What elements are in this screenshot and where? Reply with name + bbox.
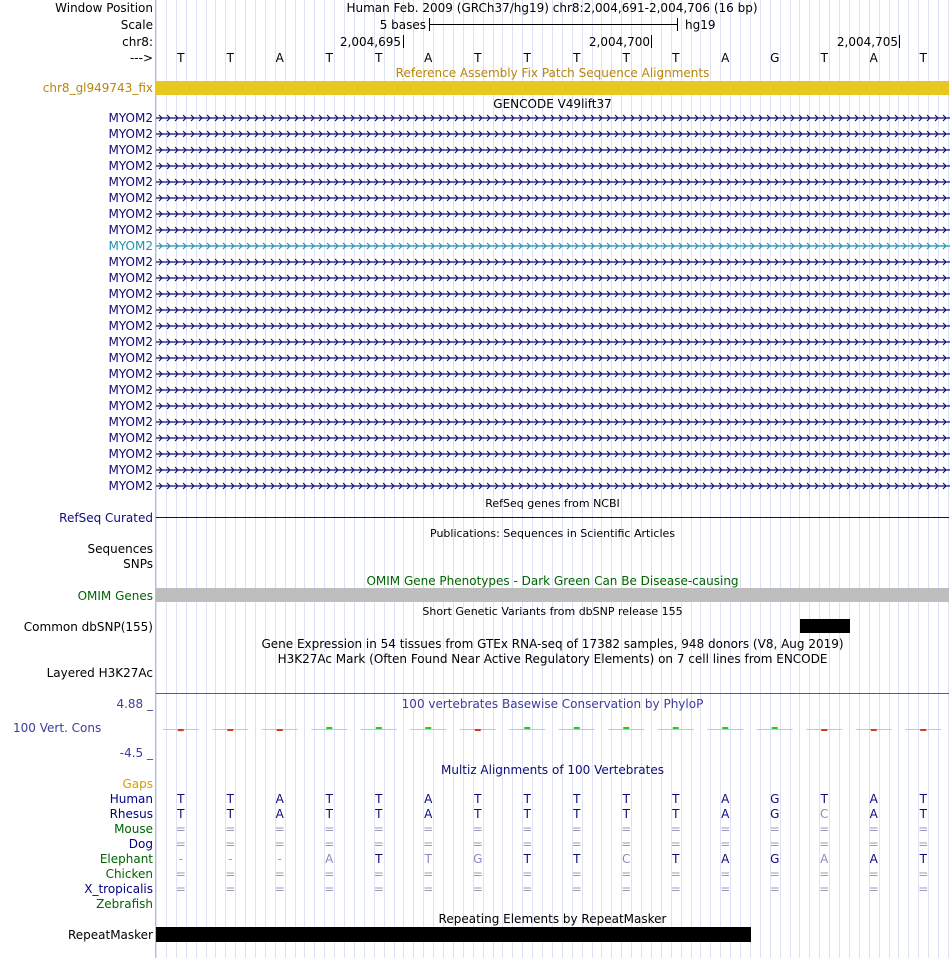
sequence-base: T: [523, 51, 531, 65]
multiz-base: =: [175, 837, 186, 851]
sequence-base: T: [177, 51, 185, 65]
multiz-base: =: [324, 837, 335, 851]
multiz-base: =: [571, 822, 582, 836]
multiz-base: =: [720, 837, 731, 851]
multiz-base: =: [769, 837, 780, 851]
gencode-transcript-label[interactable]: MYOM2: [108, 479, 153, 493]
multiz-base: =: [423, 867, 434, 881]
multiz-base: =: [621, 867, 632, 881]
multiz-base: A: [325, 852, 334, 866]
multiz-base: =: [225, 837, 236, 851]
multiz-base: =: [373, 837, 384, 851]
sequence-base: T: [820, 51, 828, 65]
scale-label: Scale: [120, 18, 153, 32]
multiz-base: T: [424, 852, 432, 866]
phylop-mark: [920, 729, 926, 731]
multiz-base: =: [423, 837, 434, 851]
sequence-base: T: [622, 51, 630, 65]
conservation-max-label: 4.88 _: [116, 697, 153, 711]
gencode-transcript-label[interactable]: MYOM2: [108, 127, 153, 141]
multiz-base: T: [523, 792, 531, 806]
multiz-base: =: [324, 867, 335, 881]
repeatmasker-title: Repeating Elements by RepeatMasker: [438, 912, 667, 926]
phylop-mark: [326, 727, 332, 729]
multiz-base: =: [571, 867, 582, 881]
gencode-transcript-label[interactable]: MYOM2: [108, 143, 153, 157]
gencode-transcript-label[interactable]: MYOM2: [108, 191, 153, 205]
multiz-base: =: [373, 882, 384, 896]
position-2004695: 2,004,695: [339, 35, 401, 49]
phylop-mark: [871, 729, 877, 731]
multiz-base: =: [918, 867, 929, 881]
gencode-transcript-label[interactable]: MYOM2: [108, 223, 153, 237]
multiz-base: T: [622, 792, 630, 806]
multiz-base: T: [919, 852, 927, 866]
multiz-base: =: [225, 882, 236, 896]
multiz-base: =: [868, 867, 879, 881]
dbsnp-label[interactable]: Common dbSNP(155): [23, 620, 153, 634]
multiz-base: T: [573, 792, 581, 806]
multiz-base: T: [672, 792, 680, 806]
multiz-base: =: [769, 882, 780, 896]
multiz-base: =: [571, 882, 582, 896]
multiz-base: =: [720, 882, 731, 896]
multiz-base: A: [275, 807, 284, 821]
phylop-mark: [772, 727, 778, 729]
multiz-base: =: [175, 882, 186, 896]
phylop-mark: [425, 727, 431, 729]
multiz-base: =: [423, 882, 434, 896]
gencode-transcript-label[interactable]: MYOM2: [108, 303, 153, 317]
multiz-base: T: [474, 807, 482, 821]
multiz-base: =: [868, 882, 879, 896]
multiz-base: =: [670, 867, 681, 881]
publications-sequences-label[interactable]: Sequences: [87, 542, 153, 556]
gencode-transcript-label[interactable]: MYOM2: [108, 159, 153, 173]
h3k27ac-label[interactable]: Layered H3K27Ac: [46, 666, 153, 680]
multiz-base: =: [819, 882, 830, 896]
sequence-base: T: [573, 51, 581, 65]
multiz-base: -: [228, 852, 233, 866]
sequence-base: A: [424, 51, 433, 65]
multiz-base: =: [225, 822, 236, 836]
sequence-base: A: [721, 51, 730, 65]
multiz-base: T: [474, 792, 482, 806]
multiz-base: -: [277, 852, 282, 866]
scale-bar-text: 5 bases: [379, 18, 426, 32]
multiz-base: T: [177, 807, 185, 821]
phylop-mark: [475, 729, 481, 731]
phylop-mark: [277, 729, 283, 731]
multiz-base: =: [621, 837, 632, 851]
phylop-mark: [524, 727, 530, 729]
gencode-transcript-label[interactable]: MYOM2: [108, 287, 153, 301]
multiz-base: =: [720, 867, 731, 881]
multiz-species-label[interactable]: Mouse: [114, 822, 153, 836]
position-2004700: 2,004,700: [588, 35, 650, 49]
multiz-base: T: [523, 807, 531, 821]
gencode-transcript-label[interactable]: MYOM2: [108, 175, 153, 189]
gencode-transcript-label[interactable]: MYOM2: [108, 351, 153, 365]
assembly-short: hg19: [685, 18, 716, 32]
multiz-base: G: [770, 792, 780, 806]
multiz-base: =: [274, 822, 285, 836]
multiz-base: T: [375, 792, 383, 806]
gencode-transcript-label[interactable]: MYOM2: [108, 383, 153, 397]
gencode-title: GENCODE V49lift37: [493, 97, 612, 111]
multiz-base: =: [918, 882, 929, 896]
multiz-base: =: [670, 882, 681, 896]
multiz-base: A: [869, 807, 878, 821]
h3k27ac-title: H3K27Ac Mark (Often Found Near Active Regulatory Elements) on 7 cell lines from ENCODE: [277, 652, 828, 666]
sequence-base: A: [869, 51, 878, 65]
multiz-base: G: [770, 807, 780, 821]
multiz-base: =: [918, 837, 929, 851]
multiz-base: =: [175, 867, 186, 881]
sequence-base: T: [226, 51, 234, 65]
gencode-transcript-label[interactable]: MYOM2: [108, 271, 153, 285]
gencode-transcript-label[interactable]: MYOM2: [108, 111, 153, 125]
gencode-transcript-label[interactable]: MYOM2: [108, 367, 153, 381]
sequence-base: G: [770, 51, 780, 65]
multiz-base: T: [523, 852, 531, 866]
repeatmasker-bar[interactable]: [156, 927, 751, 942]
fix-patch-title: Reference Assembly Fix Patch Sequence Alignments: [395, 66, 710, 80]
sequence-base: A: [275, 51, 284, 65]
phylop-mark: [673, 727, 679, 729]
multiz-base: A: [869, 792, 878, 806]
multiz-base: T: [226, 792, 234, 806]
multiz-base: =: [769, 867, 780, 881]
gencode-transcript-label[interactable]: MYOM2: [108, 239, 153, 253]
multiz-base: -: [178, 852, 183, 866]
conservation-title: 100 vertebrates Basewise Conservation by PhyloP: [401, 697, 704, 711]
publications-snps-label[interactable]: SNPs: [123, 557, 153, 571]
multiz-base: =: [274, 837, 285, 851]
multiz-base: G: [473, 852, 483, 866]
multiz-base: =: [670, 837, 681, 851]
multiz-base: T: [177, 792, 185, 806]
multiz-base: =: [423, 822, 434, 836]
sequence-base: T: [474, 51, 482, 65]
multiz-species-label[interactable]: Human: [109, 792, 153, 806]
window-position-label: Window Position: [55, 1, 153, 15]
multiz-base: =: [274, 867, 285, 881]
multiz-base: A: [275, 792, 284, 806]
sequence-base: T: [325, 51, 333, 65]
gencode-transcript-label[interactable]: MYOM2: [108, 255, 153, 269]
multiz-base: T: [226, 807, 234, 821]
multiz-base: =: [868, 837, 879, 851]
multiz-base: T: [325, 807, 333, 821]
multiz-species-label[interactable]: X_tropicalis: [84, 882, 153, 896]
multiz-base: =: [522, 822, 533, 836]
position-2004705: 2,004,705: [836, 35, 898, 49]
multiz-base: =: [175, 822, 186, 836]
multiz-base: C: [820, 807, 829, 821]
multiz-base: A: [820, 852, 829, 866]
fix-patch-label[interactable]: chr8_gl949743_fix: [42, 81, 153, 95]
multiz-species-label[interactable]: Rhesus: [109, 807, 153, 821]
phylop-mark: [178, 729, 184, 731]
multiz-base: A: [721, 792, 730, 806]
repeatmasker-label[interactable]: RepeatMasker: [67, 928, 153, 942]
multiz-title: Multiz Alignments of 100 Vertebrates: [440, 763, 665, 777]
gtex-title: Gene Expression in 54 tissues from GTEx RNA-seq of 17382 samples, 948 donors (V8, Aug 2019): [261, 637, 844, 651]
multiz-base: T: [325, 792, 333, 806]
multiz-base: =: [819, 822, 830, 836]
multiz-base: =: [720, 822, 731, 836]
multiz-base: =: [819, 837, 830, 851]
chrom-label: chr8:: [122, 35, 153, 49]
sequence-base: T: [919, 51, 927, 65]
multiz-base: A: [424, 792, 433, 806]
phylop-mark: [574, 727, 580, 729]
multiz-base: =: [621, 882, 632, 896]
multiz-base: T: [820, 792, 828, 806]
gencode-transcript-label[interactable]: MYOM2: [108, 415, 153, 429]
multiz-base: =: [868, 822, 879, 836]
multiz-base: A: [721, 807, 730, 821]
multiz-species-label[interactable]: Elephant: [99, 852, 153, 866]
refseq-title: RefSeq genes from NCBI: [485, 497, 620, 510]
assembly-info: Human Feb. 2009 (GRCh37/hg19) chr8:2,004,691-2,004,706 (16 bp): [346, 1, 758, 15]
phylop-mark: [722, 727, 728, 729]
gencode-transcript-label[interactable]: MYOM2: [108, 447, 153, 461]
multiz-base: A: [869, 852, 878, 866]
multiz-base: T: [919, 807, 927, 821]
multiz-base: =: [274, 882, 285, 896]
omim-title: OMIM Gene Phenotypes - Dark Green Can Be Disease-causing: [366, 574, 739, 588]
sequence-base: T: [375, 51, 383, 65]
multiz-base: T: [573, 807, 581, 821]
multiz-base: T: [919, 792, 927, 806]
multiz-base: =: [918, 822, 929, 836]
multiz-base: =: [225, 867, 236, 881]
conservation-label[interactable]: 100 Vert. Cons: [13, 721, 102, 735]
multiz-species-label[interactable]: Chicken: [105, 867, 153, 881]
gencode-transcript-label[interactable]: MYOM2: [108, 335, 153, 349]
multiz-base: =: [472, 867, 483, 881]
gaps-label[interactable]: Gaps: [122, 777, 153, 791]
multiz-base: T: [672, 807, 680, 821]
multiz-base: =: [522, 867, 533, 881]
multiz-base: T: [622, 807, 630, 821]
multiz-species-label[interactable]: Zebrafish: [96, 897, 153, 911]
gencode-transcript-label[interactable]: MYOM2: [108, 431, 153, 445]
multiz-base: A: [721, 852, 730, 866]
gencode-transcript-label[interactable]: MYOM2: [108, 463, 153, 477]
multiz-base: =: [472, 882, 483, 896]
multiz-base: T: [375, 807, 383, 821]
phylop-mark: [623, 727, 629, 729]
multiz-base: =: [472, 837, 483, 851]
multiz-base: =: [373, 822, 384, 836]
multiz-base: =: [373, 867, 384, 881]
publications-title: Publications: Sequences in Scientific Articles: [430, 527, 675, 540]
multiz-base: =: [472, 822, 483, 836]
phylop-mark: [376, 727, 382, 729]
multiz-base: =: [769, 822, 780, 836]
multiz-base: T: [672, 852, 680, 866]
multiz-base: =: [324, 822, 335, 836]
gencode-transcript-label[interactable]: MYOM2: [108, 207, 153, 221]
phylop-mark: [821, 729, 827, 731]
multiz-base: =: [621, 822, 632, 836]
gencode-transcript-label[interactable]: MYOM2: [108, 399, 153, 413]
gencode-transcript-label[interactable]: MYOM2: [108, 319, 153, 333]
omim-label[interactable]: OMIM Genes: [77, 589, 153, 603]
multiz-species-label[interactable]: Dog: [128, 837, 153, 851]
multiz-base: =: [670, 822, 681, 836]
conservation-min-label: -4.5 _: [119, 746, 153, 760]
multiz-base: T: [573, 852, 581, 866]
multiz-base: =: [819, 867, 830, 881]
multiz-base: T: [375, 852, 383, 866]
multiz-base: G: [770, 852, 780, 866]
dbsnp-title: Short Genetic Variants from dbSNP release 155: [422, 605, 683, 618]
multiz-base: =: [522, 882, 533, 896]
multiz-base: =: [522, 837, 533, 851]
refseq-label[interactable]: RefSeq Curated: [59, 511, 153, 525]
multiz-base: C: [622, 852, 631, 866]
sequence-base: T: [672, 51, 680, 65]
multiz-base: =: [324, 882, 335, 896]
strand-label: --->: [129, 51, 153, 65]
multiz-base: =: [571, 837, 582, 851]
multiz-base: A: [424, 807, 433, 821]
phylop-mark: [227, 729, 233, 731]
